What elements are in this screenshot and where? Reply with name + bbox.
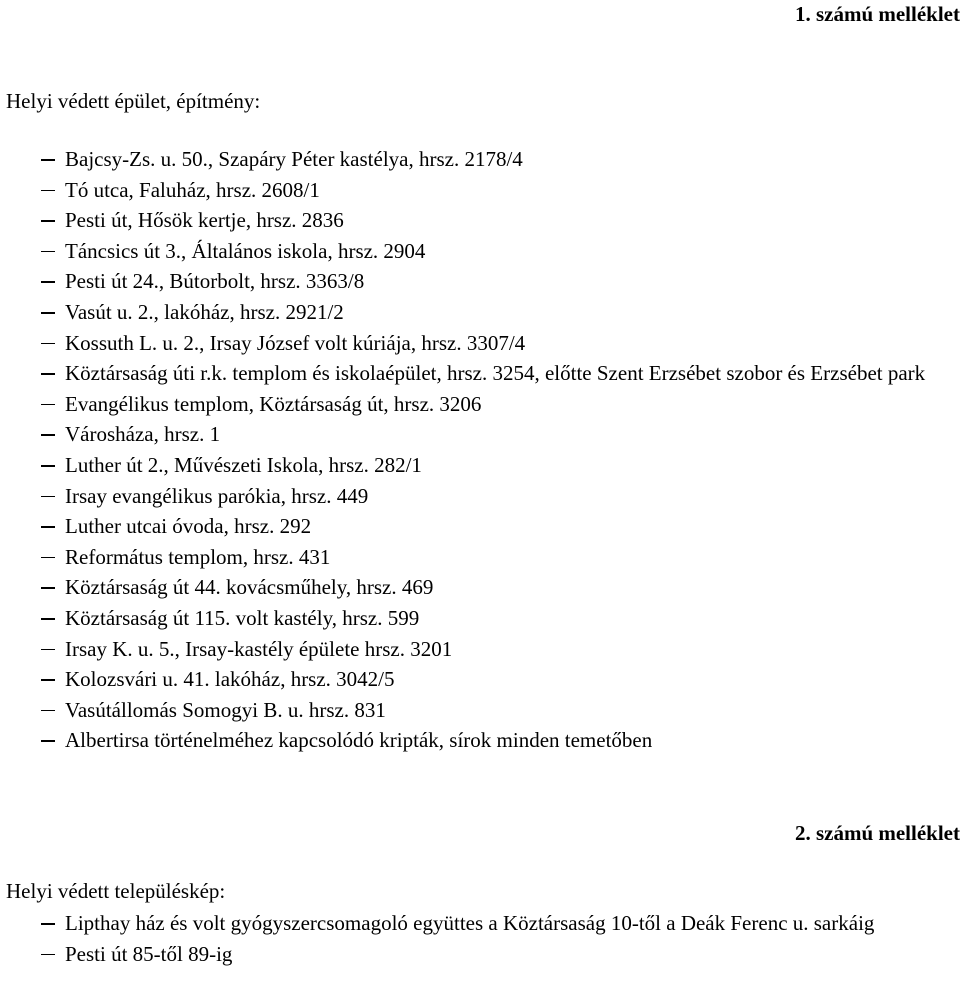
list-item: Táncsics út 3., Általános iskola, hrsz. 2904 (0, 239, 960, 263)
list-item: Köztársaság út 115. volt kastély, hrsz. 599 (0, 606, 960, 630)
dash-bullet-icon (41, 923, 55, 925)
list-item: Köztársaság úti r.k. templom és iskolaépület, hrsz. 3254, előtte Szent Erzsébet szobor és Erzsébet park (0, 361, 960, 385)
dash-bullet-icon (41, 557, 55, 559)
dash-bullet-icon (41, 740, 55, 742)
dash-bullet-icon (41, 618, 55, 620)
list-item: Városháza, hrsz. 1 (0, 422, 960, 446)
list-item: Kolozsvári u. 41. lakóház, hrsz. 3042/5 (0, 667, 960, 691)
list-item: Pesti út, Hősök kertje, hrsz. 2836 (0, 208, 960, 232)
dash-bullet-icon (41, 190, 55, 192)
list-item: Pesti út 85-től 89-ig (0, 942, 960, 966)
list-item: Vasútállomás Somogyi B. u. hrsz. 831 (0, 698, 960, 722)
list-item: Luther út 2., Művészeti Iskola, hrsz. 282/1 (0, 453, 960, 477)
list-item: Köztársaság út 44. kovácsműhely, hrsz. 469 (0, 575, 960, 599)
dash-bullet-icon (41, 373, 55, 375)
protected-townscape-title: Helyi védett településkép: (6, 879, 226, 903)
dash-bullet-icon (41, 587, 55, 589)
dash-bullet-icon (41, 649, 55, 651)
protected-buildings-title: Helyi védett épület, építmény: (6, 89, 261, 113)
dash-bullet-icon (41, 220, 55, 222)
annex-1-heading: 1. számú melléklet (794, 2, 960, 26)
dash-bullet-icon (41, 465, 55, 467)
dash-bullet-icon (41, 496, 55, 498)
list-item: Református templom, hrsz. 431 (0, 545, 960, 569)
dash-bullet-icon (41, 251, 55, 253)
list-item: Irsay evangélikus parókia, hrsz. 449 (0, 484, 960, 508)
dash-bullet-icon (41, 679, 55, 681)
dash-bullet-icon (41, 312, 55, 314)
list-item: Pesti út 24., Bútorbolt, hrsz. 3363/8 (0, 269, 960, 293)
dash-bullet-icon (41, 159, 55, 161)
dash-bullet-icon (41, 954, 55, 956)
annex-2-heading: 2. számú melléklet (794, 821, 960, 845)
dash-bullet-icon (41, 343, 55, 345)
list-item: Tó utca, Faluház, hrsz. 2608/1 (0, 178, 960, 202)
list-item: Bajcsy-Zs. u. 50., Szapáry Péter kastélya, hrsz. 2178/4 (0, 147, 960, 171)
list-item: Lipthay ház és volt gyógyszercsomagoló együttes a Köztársaság 10-től a Deák Ferenc u. sarkáig (0, 911, 960, 935)
list-item: Vasút u. 2., lakóház, hrsz. 2921/2 (0, 300, 960, 324)
protected-buildings-list (0, 147, 960, 759)
list-item: Irsay K. u. 5., Irsay-kastély épülete hrsz. 3201 (0, 637, 960, 661)
dash-bullet-icon (41, 526, 55, 528)
protected-townscape-list (0, 911, 960, 972)
dash-bullet-icon (41, 404, 55, 406)
dash-bullet-icon (41, 434, 55, 436)
list-item: Luther utcai óvoda, hrsz. 292 (0, 514, 960, 538)
list-item: Evangélikus templom, Köztársaság út, hrsz. 3206 (0, 392, 960, 416)
dash-bullet-icon (41, 710, 55, 712)
dash-bullet-icon (41, 281, 55, 283)
list-item: Kossuth L. u. 2., Irsay József volt kúriája, hrsz. 3307/4 (0, 331, 960, 355)
list-item: Albertirsa történelméhez kapcsolódó kripták, sírok minden temetőben (0, 728, 960, 752)
